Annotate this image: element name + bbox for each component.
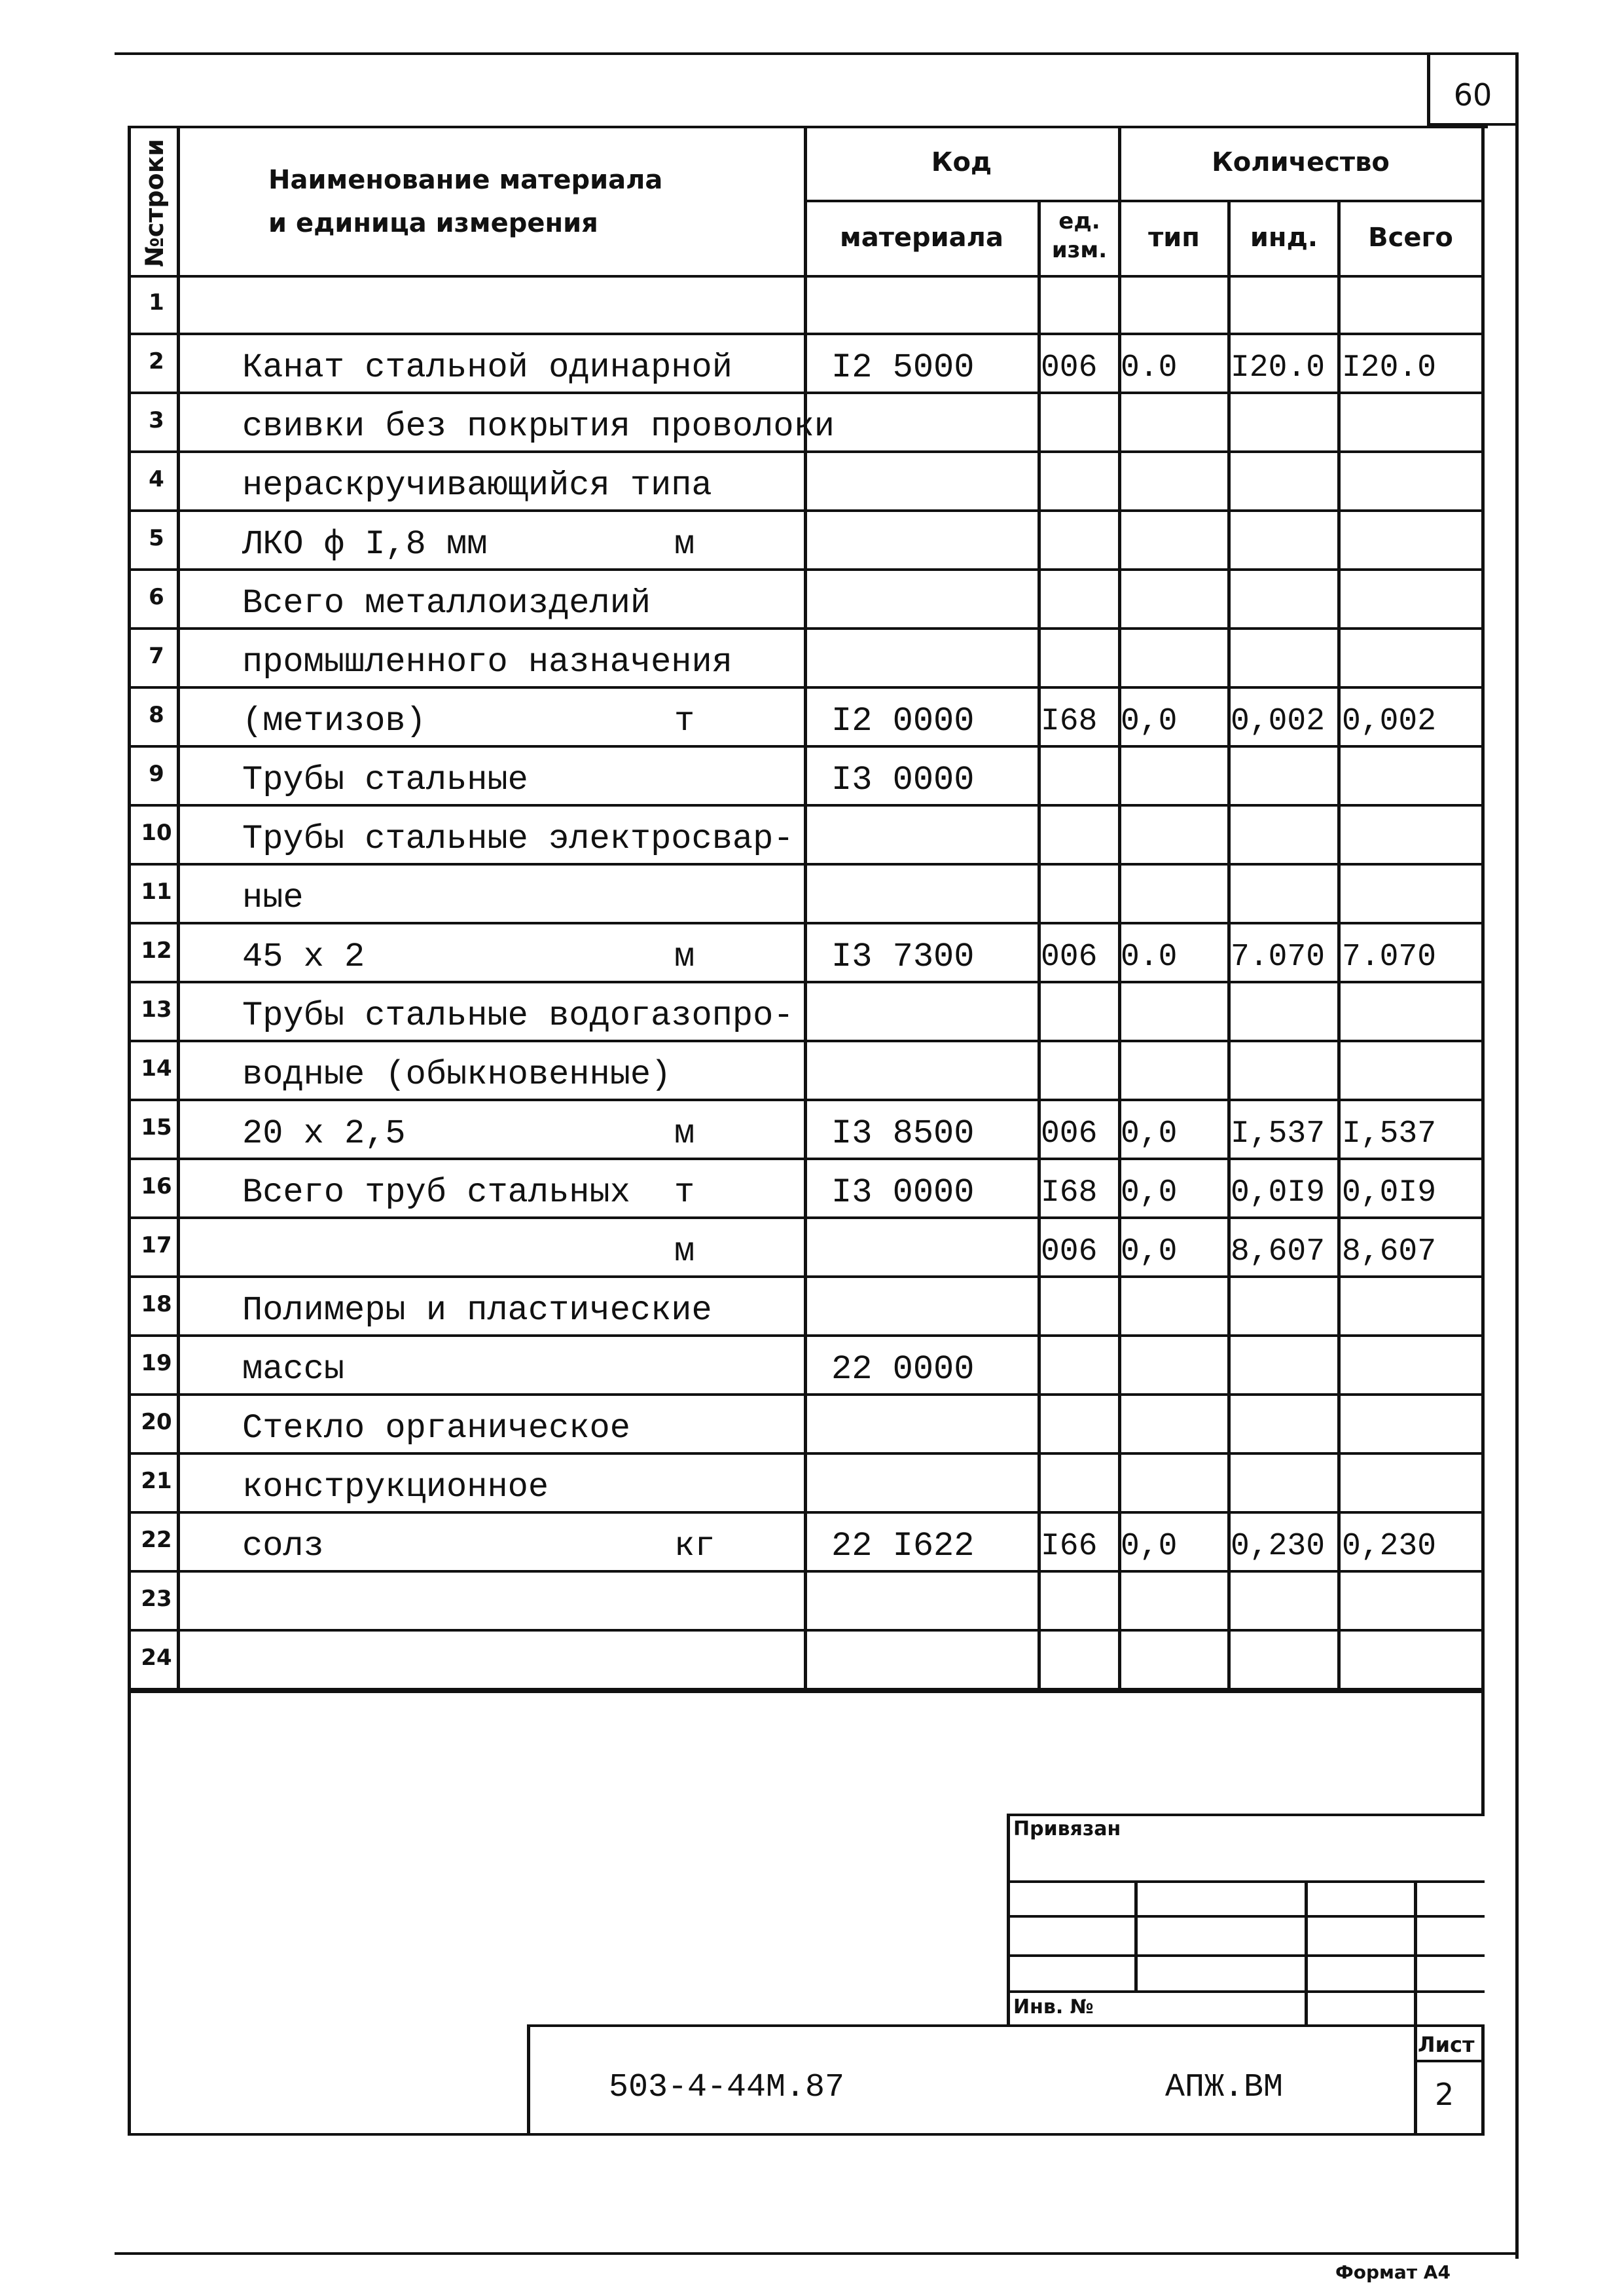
row-number: 4 [149, 466, 164, 492]
cell-total: I20.0 [1342, 350, 1437, 386]
cell-unit: м [674, 938, 695, 976]
stamp-top-line [1007, 1814, 1485, 1816]
stamp-left-line [1007, 1814, 1010, 2026]
name-header-line2: и единица измерения [268, 208, 598, 238]
cell-name: ные [242, 879, 304, 917]
title-block-right-line [1481, 2024, 1485, 2134]
cell-ed: I68 [1041, 1175, 1098, 1211]
stamp-vline-2 [1305, 1880, 1308, 2026]
cell-name: ЛКО ф I,8 мм [242, 525, 488, 564]
title-block-top-line [527, 2024, 1485, 2027]
row-number: 1 [149, 289, 164, 316]
row-divider [128, 1099, 1483, 1101]
cell-ed: 006 [1041, 1116, 1098, 1152]
row-divider [128, 1393, 1483, 1396]
cell-total: 0,0I9 [1342, 1175, 1437, 1211]
row-divider [128, 1511, 1483, 1514]
cell-ind: 0,0I9 [1231, 1175, 1326, 1211]
row-divider [128, 1040, 1483, 1042]
sheet-box-mid-line [1414, 2060, 1485, 2062]
cell-ed: 006 [1041, 940, 1098, 975]
cell-name: Трубы стальные водогазопро- [242, 996, 794, 1035]
row-divider [128, 804, 1483, 807]
sheet-label: Лист [1418, 2032, 1475, 2057]
stamp-vline-1 [1134, 1880, 1138, 1990]
cell-name: Полимеры и пластические [242, 1291, 712, 1330]
header-mid-line [804, 200, 1483, 202]
cell-name: Трубы стальные [242, 761, 528, 799]
row-number: 14 [141, 1055, 172, 1082]
cell-name: массы [242, 1350, 345, 1389]
cell-name: промышленного назначения [242, 643, 732, 682]
row-divider [128, 1452, 1483, 1455]
cell-unit: м [674, 1114, 695, 1153]
cell-ed: I68 [1041, 704, 1098, 739]
row-divider [128, 1275, 1483, 1278]
cell-name: Канат стальной одинарной [242, 348, 732, 387]
cell-tip: 0.0 [1121, 350, 1178, 386]
row-number: 2 [149, 348, 164, 374]
cell-name: Трубы стальные электросвар- [242, 820, 794, 858]
cell-code: I2 0000 [831, 702, 975, 740]
row-number: 22 [141, 1527, 172, 1553]
row-divider [128, 745, 1483, 748]
doc-mark: АПЖ.ВМ [1165, 2069, 1284, 2106]
cell-name: 45 x 2 [242, 938, 365, 976]
row-number: 23 [141, 1586, 172, 1612]
cell-tip: 0,0 [1121, 704, 1178, 739]
cell-tip: 0,0 [1121, 1116, 1178, 1152]
sheet-box-left-line [1414, 2024, 1417, 2134]
row-number: 7 [149, 643, 164, 669]
row-divider [128, 1158, 1483, 1160]
sheet-number: 2 [1435, 2077, 1454, 2112]
row-number: 21 [141, 1468, 172, 1494]
row-number: 10 [141, 820, 172, 846]
name-header-line1: Наименование материала [268, 165, 663, 195]
table-right-line [1481, 126, 1485, 1815]
cell-tip: 0.0 [1121, 940, 1178, 975]
row-divider [128, 627, 1483, 630]
quantity-header: Количество [1212, 147, 1390, 177]
row-number: 5 [149, 525, 164, 551]
cell-total: 8,607 [1342, 1234, 1437, 1269]
cell-unit: т [674, 702, 695, 740]
page-number-box-left [1427, 52, 1430, 126]
table-top-line [128, 126, 1488, 128]
row-number: 18 [141, 1291, 172, 1317]
cell-code: I2 5000 [831, 348, 975, 387]
cell-ind: I20.0 [1231, 350, 1326, 386]
cell-tip: 0,0 [1121, 1175, 1178, 1211]
cell-tip: 0,0 [1121, 1529, 1178, 1564]
privyazan-label: Привязан [1013, 1817, 1121, 1840]
row-divider [128, 450, 1483, 453]
cell-total: 7.070 [1342, 940, 1437, 975]
bottom-frame-line [115, 2252, 1519, 2255]
stamp-line-4 [1007, 1990, 1485, 1993]
cell-code: I3 8500 [831, 1114, 975, 1153]
cell-name: (метизов) [242, 702, 426, 740]
row-number: 16 [141, 1173, 172, 1199]
col-sep-ind [1337, 200, 1341, 1690]
stamp-line-3 [1007, 1954, 1485, 1957]
total-header: Всего [1368, 223, 1453, 253]
tip-header: тип [1148, 223, 1200, 253]
row-number: 17 [141, 1232, 172, 1258]
cell-name: конструкционное [242, 1468, 549, 1507]
cell-name: Всего металлоизделий [242, 584, 651, 623]
cell-code: I3 0000 [831, 761, 975, 799]
cell-unit: м [674, 1232, 695, 1271]
cell-name: 20 x 2,5 [242, 1114, 406, 1153]
row-divider [128, 1334, 1483, 1337]
format-label: Формат А4 [1335, 2261, 1451, 2283]
row-divider [128, 1216, 1483, 1219]
row-divider [128, 392, 1483, 394]
cell-name: Стекло органическое [242, 1409, 630, 1448]
stamp-vline-3 [1414, 1880, 1417, 2026]
cell-code: 22 I622 [831, 1527, 975, 1565]
row-number: 6 [149, 584, 164, 610]
table-left-line [128, 126, 131, 2136]
cell-name: водные (обыкновенные) [242, 1055, 672, 1094]
cell-unit: м [674, 525, 695, 564]
row-divider [128, 1629, 1483, 1632]
col-sep-rownum [177, 126, 180, 1690]
row-number: 19 [141, 1350, 172, 1376]
cell-tip: 0,0 [1121, 1234, 1178, 1269]
row-divider [128, 922, 1483, 924]
row-divider [128, 568, 1483, 571]
row-number: 11 [141, 879, 172, 905]
doc-code: 503-4-44М.87 [609, 2069, 845, 2106]
inv-label: Инв. № [1013, 1996, 1094, 2018]
material-header: материала [840, 223, 1003, 253]
cell-ind: 8,607 [1231, 1234, 1326, 1269]
row-number: 12 [141, 938, 172, 964]
cell-name: солз [242, 1527, 324, 1565]
row-divider [128, 686, 1483, 689]
table-body-bottom-line [128, 1690, 1483, 1693]
row-number: 13 [141, 996, 172, 1023]
row-number: 3 [149, 407, 164, 433]
cell-code: I3 7300 [831, 938, 975, 976]
row-number-header: №строки [140, 139, 169, 267]
cell-ed: 006 [1041, 1234, 1098, 1269]
row-divider [128, 509, 1483, 512]
unit-header-line1: ед. [1058, 208, 1100, 234]
code-header: Код [931, 147, 992, 177]
row-divider [128, 1570, 1483, 1573]
row-number: 20 [141, 1409, 172, 1435]
row-divider [128, 981, 1483, 983]
cell-total: 0,002 [1342, 704, 1437, 739]
row-divider [128, 863, 1483, 866]
cell-ind: 0,230 [1231, 1529, 1326, 1564]
cell-name: нераскручивающийся типа [242, 466, 712, 505]
right-frame-line [1515, 52, 1519, 2259]
col-sep-name [804, 126, 807, 1690]
title-block-bottom-line [128, 2133, 1485, 2136]
cell-ind: 7.070 [1231, 940, 1326, 975]
cell-ind: I,537 [1231, 1116, 1326, 1152]
ind-header: инд. [1250, 223, 1318, 253]
row-number: 15 [141, 1114, 172, 1141]
cell-name: свивки без покрытия проволоки [242, 407, 835, 446]
cell-code: 22 0000 [831, 1350, 975, 1389]
cell-total: 0,230 [1342, 1529, 1437, 1564]
cell-ed: I66 [1041, 1529, 1098, 1564]
stamp-line-1 [1007, 1880, 1485, 1883]
cell-unit: кг [674, 1527, 715, 1565]
cell-unit: т [674, 1173, 695, 1212]
page-number: 60 [1453, 77, 1492, 113]
cell-total: I,537 [1342, 1116, 1437, 1152]
cell-ed: 006 [1041, 350, 1098, 386]
cell-code: I3 0000 [831, 1173, 975, 1212]
header-bottom-line [128, 275, 1483, 278]
row-divider [128, 333, 1483, 335]
row-number: 9 [149, 761, 164, 787]
title-block-left-line [527, 2024, 530, 2134]
row-number: 24 [141, 1645, 172, 1671]
stamp-line-2 [1007, 1915, 1485, 1918]
cell-name: Всего труб стальных [242, 1173, 630, 1212]
row-number: 8 [149, 702, 164, 728]
unit-header-line2: изм. [1051, 237, 1108, 263]
cell-ind: 0,002 [1231, 704, 1326, 739]
top-border-line [115, 52, 1519, 55]
